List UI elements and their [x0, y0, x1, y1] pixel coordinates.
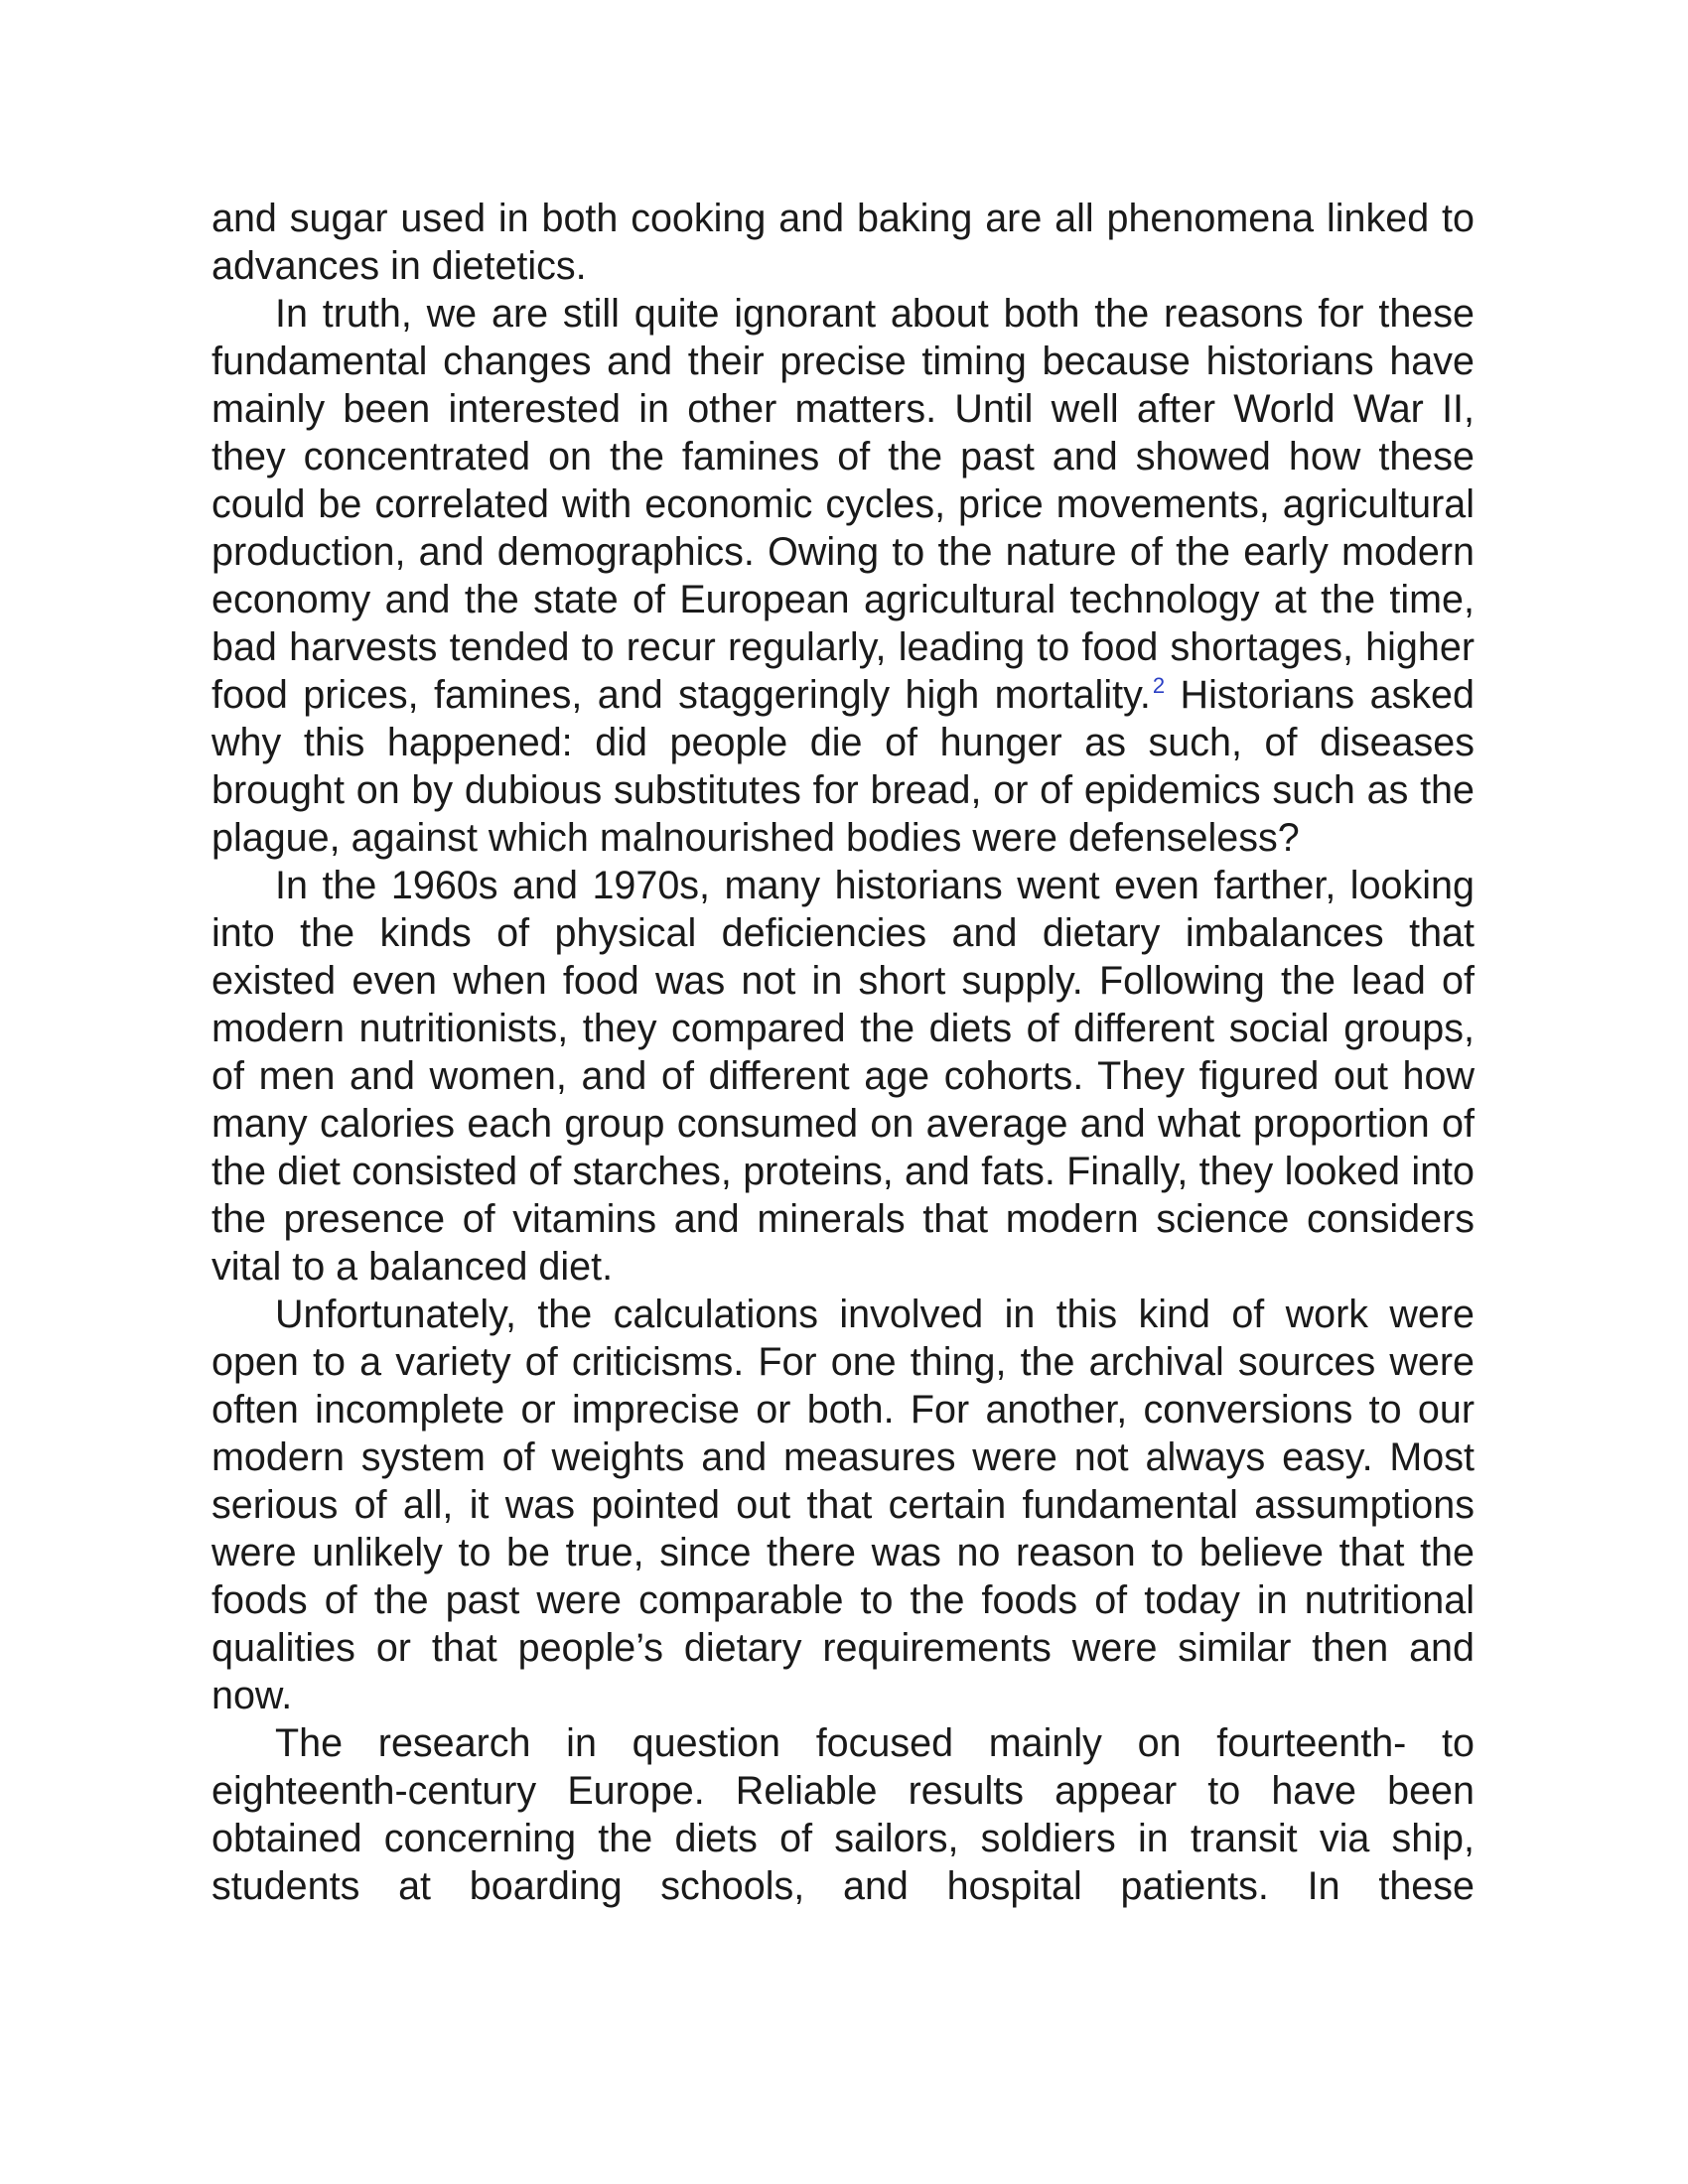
document-page [211, 195, 1475, 1910]
paragraph-5: The research in question focused mainly on fourteenth- to eighteenth-century Europe. Reliable results appear to have been obtained concerning the diets of sailors, soldiers in transit via ship, students at boarding schools, and hospital patients. In these [211, 1721, 1475, 1908]
paragraph-2 [211, 290, 1475, 862]
paragraph-3: In the 1960s and 1970s, many historians went even farther, looking into the kinds of physical deficiencies and dietary imbalances that existed even when food was not in short supply. Following the lead of modern nutritionists, they compared the diets of different social groups, of men and women, and of different age cohorts. They figured out how many calories each group consumed on average and what proportion of the diet consisted of starches, proteins, and fats. Finally, they looked into the presence of vitamins and minerals that modern science considers vital to a balanced diet. [211, 864, 1475, 1289]
paragraph-2-text-before-note: In truth, we are still quite ignorant about both the reasons for these fundamental changes and their precise timing because historians have mainly been interested in other matters. Until well after World War II, they concentrated on the famines of the past and showed how these could be correlated with economic cycles, price movements, agricultural production, and demographics. Owing to the nature of the early modern economy and the state of European agricultural technology at the time, bad harvests tended to recur regularly, leading to food shortages, higher food prices, famines, and staggeringly high mortality. [211, 292, 1475, 717]
footnote-reference[interactable]: 2 [1152, 673, 1166, 698]
paragraph-1: and sugar used in both cooking and baking are all phenomena linked to advances in dietetics. [211, 197, 1475, 288]
paragraph-2-text-after-note: Historians asked why this happened: did people die of hunger as such, of diseases brought on by dubious substitutes for bread, or of epidemics such as the plague, against which malnourished bodies were defenseless? [211, 673, 1475, 860]
paragraph-4: Unfortunately, the calculations involved in this kind of work were open to a variety of criticisms. For one thing, the archival sources were often incomplete or imprecise or both. For another, conversions to our modern system of weights and measures were not always easy. Most serious of all, it was pointed out that certain fundamental assumptions were unlikely to be true, since there was no reason to believe that the foods of the past were comparable to the foods of today in nutritional qualities or that people’s dietary requirements were similar then and now. [211, 1293, 1475, 1717]
